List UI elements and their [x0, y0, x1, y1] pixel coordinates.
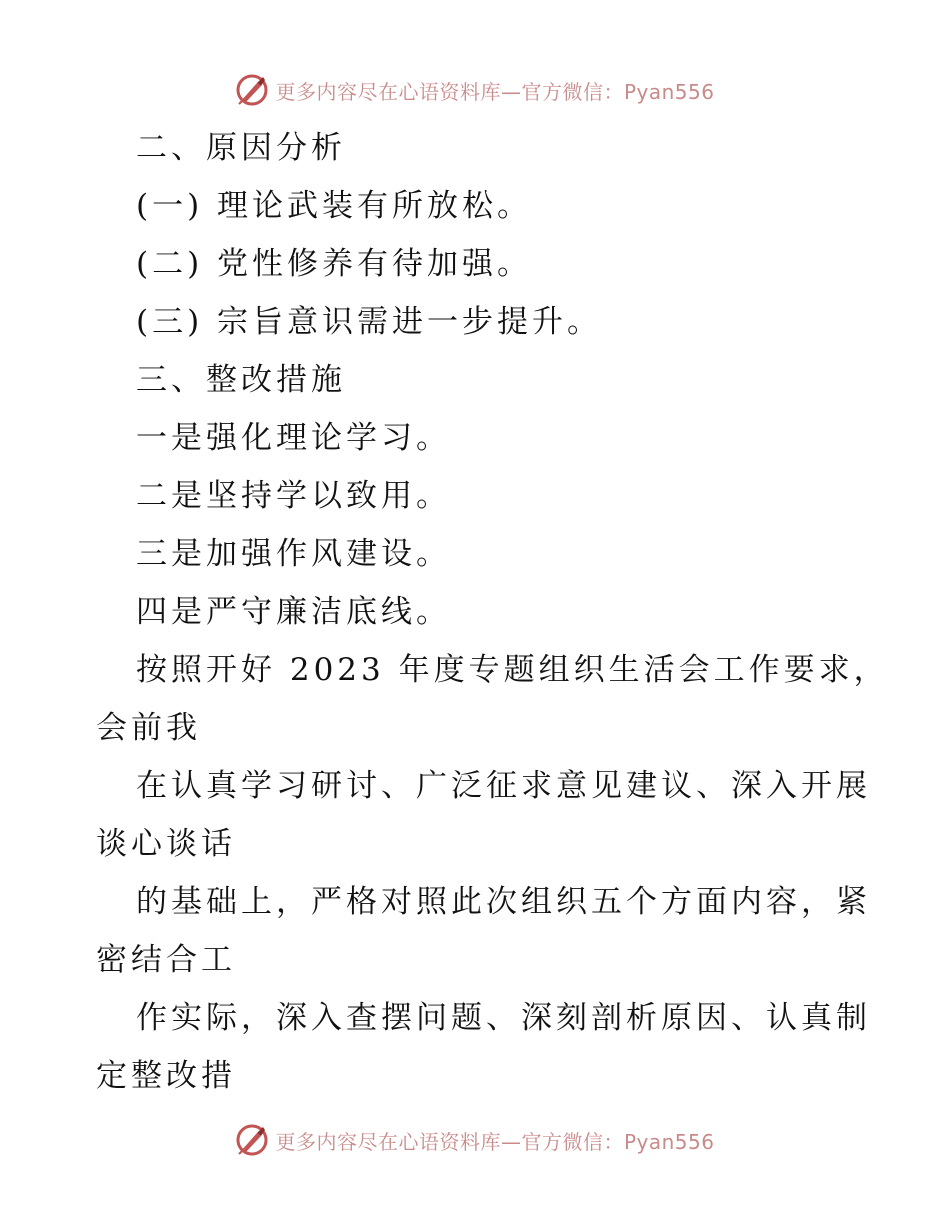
measure-item-4: 四是严守廉洁底线。	[136, 594, 451, 630]
paragraph-line: 作实际，深入查摆问题、深刻剖析原因、认真制	[136, 1000, 871, 1036]
measure-item-2: 二是坚持学以致用。	[136, 478, 451, 514]
measure-item-1: 一是强化理论学习。	[136, 420, 451, 456]
paragraph-line: 在认真学习研讨、广泛征求意见建议、深入开展	[136, 768, 871, 804]
quill-pen-logo-icon	[235, 1123, 269, 1157]
watermark-banner-bottom	[0, 1120, 950, 1160]
quill-pen-logo-icon	[235, 73, 269, 107]
section-heading-rectification: 三、整改措施	[136, 362, 346, 398]
paragraph-line: 的基础上，严格对照此次组织五个方面内容，紧	[136, 884, 871, 920]
watermark-text: 更多内容尽在心语资料库—官方微信：Pyan556	[275, 1129, 715, 1154]
paragraph-line: 定整改措	[96, 1058, 236, 1094]
watermark-text: 更多内容尽在心语资料库—官方微信：Pyan556	[275, 79, 715, 104]
section-heading-cause-analysis: 二、原因分析	[136, 130, 346, 166]
paragraph-line: 谈心谈话	[96, 826, 236, 862]
watermark-banner-top	[0, 70, 950, 110]
measure-item-3: 三是加强作风建设。	[136, 536, 451, 572]
paragraph-line: 按照开好 2023 年度专题组织生活会工作要求，	[136, 652, 889, 688]
cause-item-1: (一) 理论武装有所放松。	[136, 188, 533, 224]
cause-item-3: (三) 宗旨意识需进一步提升。	[136, 304, 603, 340]
paragraph-line: 会前我	[96, 710, 201, 746]
paragraph-line: 密结合工	[96, 942, 236, 978]
cause-item-2: (二) 党性修养有待加强。	[136, 246, 533, 282]
